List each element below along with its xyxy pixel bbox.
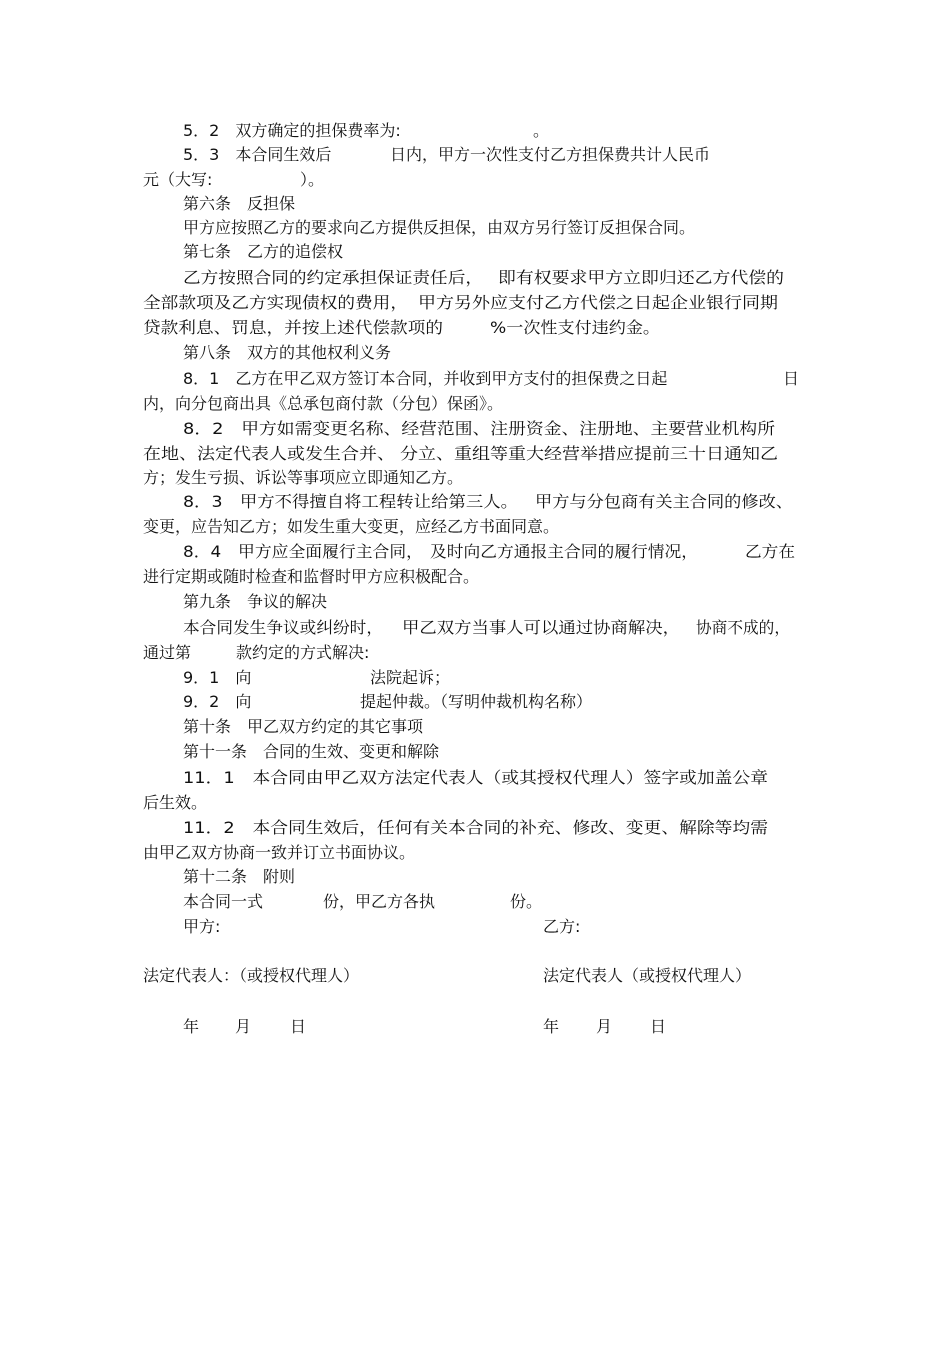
text-segment: 年 <box>543 1017 560 1036</box>
text-segment: 第八条 双方的其他权利义务 <box>183 343 392 362</box>
text-segment: 方；发生亏损、诉讼等事项应立即通知乙方。 <box>143 468 464 487</box>
text-segment: 进行定期或随时检查和监督时甲方应积极配合。 <box>143 567 480 586</box>
text-segment: 甲方: <box>183 917 221 936</box>
text-segment: 法定代表人（或授权代理人） <box>543 966 752 985</box>
text-segment: 通过第 <box>143 643 192 662</box>
text-segment: 第六条 反担保 <box>183 194 296 213</box>
text-segment: 11．1 本合同由甲乙双方法定代表人（或其授权代理人）签字或加盖公章 <box>183 768 768 787</box>
text-segment: 甲方应按照乙方的要求向乙方提供反担保，由双方另行签订反担保合同。 <box>183 218 696 237</box>
text-segment: 8．3 甲方不得擅自将工程转让给第三人。 <box>183 492 518 511</box>
text-segment: 款约定的方式解决: <box>236 643 370 662</box>
text-segment: 第九条 争议的解决 <box>183 592 328 611</box>
text-segment: 即有权要求甲方立即归还乙方代偿的 <box>498 268 784 287</box>
text-segment: 8．4 甲方应全面履行主合同， <box>183 542 423 561</box>
text-segment: 第十二条 附则 <box>183 867 296 886</box>
text-segment: 提起仲裁。（写明仲裁机构名称） <box>360 692 593 711</box>
text-segment: 甲方与分包商有关主合同的修改、 <box>535 492 793 511</box>
text-segment: 9．2 向 <box>183 692 252 711</box>
text-segment: 日 <box>650 1017 667 1036</box>
text-segment: 月 <box>596 1017 613 1036</box>
text-segment: 日内，甲方一次性支付乙方担保费共计人民币 <box>390 145 711 164</box>
text-segment: 协商不成的， <box>696 618 790 637</box>
text-segment: 本合同一式 <box>183 892 264 911</box>
text-segment: 贷款利息、罚息，并按上述代偿款项的 <box>143 318 444 337</box>
text-segment: 月 <box>235 1017 252 1036</box>
text-segment: 年 <box>183 1017 200 1036</box>
text-segment: 5．2 双方确定的担保费率为: <box>183 121 401 140</box>
text-segment: 变更，应告知乙方；如发生重大变更，应经乙方书面同意。 <box>143 517 560 536</box>
text-segment: 5．3 本合同生效后 <box>183 145 332 164</box>
text-segment: 日 <box>290 1017 307 1036</box>
text-segment: 及时向乙方通报主合同的履行情况， <box>430 542 698 561</box>
text-segment: 分立、重组等重大经营举措应提前三十日通知乙 <box>400 444 778 463</box>
text-segment: 8．1 乙方在甲乙双方签订本合同，并收到甲方支付的担保费之日起 <box>183 369 668 388</box>
text-segment: 。 <box>533 121 550 140</box>
text-segment: 第十一条 合同的生效、变更和解除 <box>183 742 440 761</box>
text-segment: 日 <box>783 369 800 388</box>
text-segment: 乙方: <box>543 917 581 936</box>
text-segment: 由甲乙双方协商一致并订立书面协议。 <box>143 843 416 862</box>
text-segment: 乙方按照合同的约定承担保证责任后， <box>183 268 484 287</box>
text-segment: 9．1 向 <box>183 668 252 687</box>
text-segment: ）。 <box>300 170 325 189</box>
text-segment: 在地、法定代表人或发生合并、 <box>143 444 395 463</box>
text-segment: 内，向分包商出具《总承包商付款（分包）保函》。 <box>143 394 504 413</box>
text-segment: 第七条 乙方的追偿权 <box>183 242 344 261</box>
text-segment: 乙方在 <box>745 542 795 561</box>
text-segment: 法定代表人：（或授权代理人） <box>143 966 360 985</box>
text-segment: 份，甲乙方各执 <box>323 892 436 911</box>
text-segment: 甲方另外应支付乙方代偿之日起企业银行同期 <box>418 293 778 312</box>
text-segment: 甲乙双方当事人可以通过协商解决， <box>402 618 681 637</box>
text-segment: 元（大写: <box>143 170 213 189</box>
text-segment: %一次性支付违约金。 <box>490 318 660 337</box>
text-segment: 后生效。 <box>143 793 208 812</box>
text-segment: 法院起诉； <box>370 668 451 687</box>
text-segment: 全部款项及乙方实现债权的费用， <box>143 293 409 312</box>
text-segment: 8．2 甲方如需变更名称、经营范围、注册资金、注册地、主要营业机构所 <box>183 419 776 438</box>
text-segment: 第十条 甲乙双方约定的其它事项 <box>183 717 424 736</box>
text-segment: 份。 <box>510 892 543 911</box>
text-segment: 本合同发生争议或纠纷时， <box>183 618 384 637</box>
text-segment: 11．2 本合同生效后，任何有关本合同的补充、修改、变更、解除等均需 <box>183 818 768 837</box>
